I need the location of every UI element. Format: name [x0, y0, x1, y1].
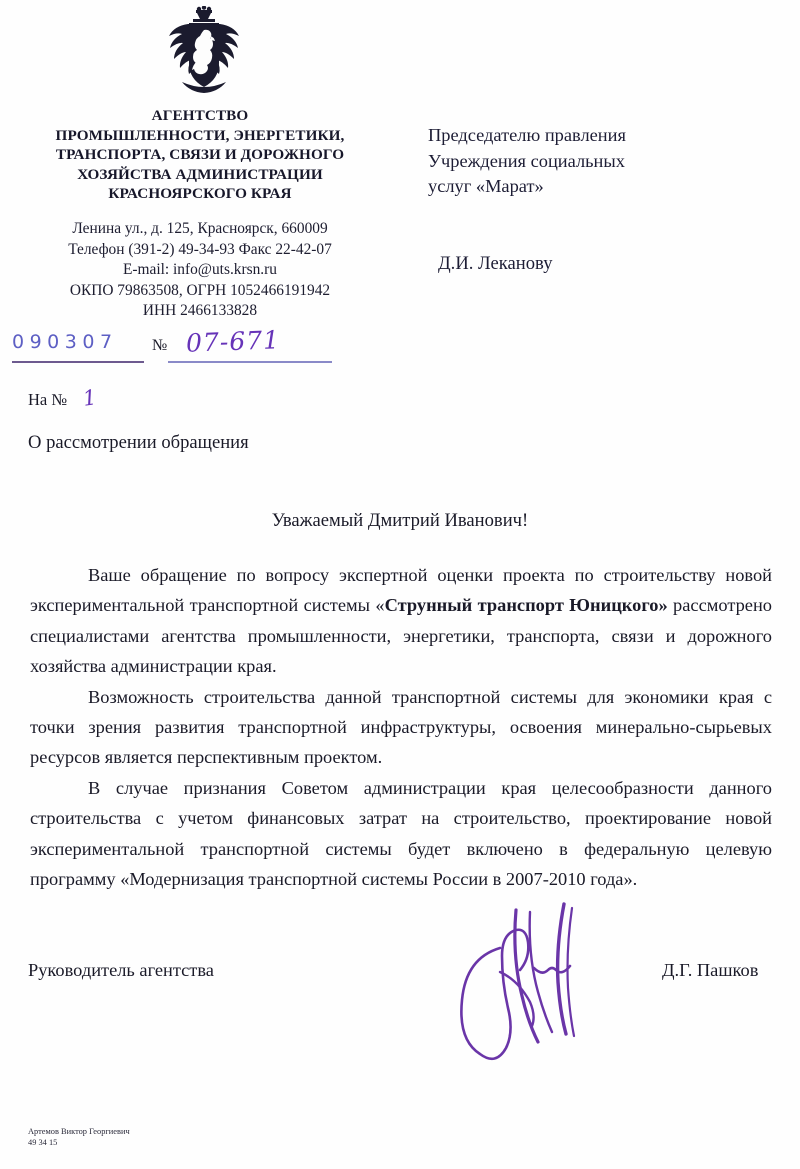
number-rule: [168, 361, 332, 363]
outgoing-date-stamp: 090307: [12, 331, 118, 353]
signer-role: Руководитель агентства: [28, 960, 214, 980]
executor-footer: [28, 1126, 130, 1148]
executor-phone: 49 34 15: [28, 1138, 58, 1147]
subject-line: О рассмотрении обращения: [28, 432, 249, 453]
reference-block: [0, 325, 400, 371]
letter-body: [30, 560, 772, 894]
organization-title-line: КРАСНОЯРСКОГО КРАЯ: [108, 185, 292, 203]
body-text: В случае признания Советом администрации края целесообразности данного строительства с учетом финансовых затрат на строительство, проектирование новой экспериментальной транспортной системы будет включено в федеральную целевую программу «Модернизация транспортной системы России в 2007-2010 года».: [30, 777, 772, 890]
body-paragraph: [30, 560, 772, 682]
body-text: рассмотрено специалистами агентства промышленности, энергетики, транспорта, связи и дорожного хозяйства администрации края.: [30, 595, 772, 677]
organization-title-line: ХОЗЯЙСТВА АДМИНИСТРАЦИИ: [77, 165, 323, 183]
organization-title-line: ПРОМЫШЛЕННОСТИ, ЭНЕРГЕТИКИ,: [55, 126, 345, 144]
addressee-line: Учреждения социальных: [428, 150, 625, 171]
number-label: №: [152, 337, 168, 354]
body-text: Возможность строительства данной транспортной системы для экономики края с точки зрения развития транспортной инфраструктуры, освоения минерально-сырьевых ресурсов является перспективным проектом.: [30, 686, 772, 768]
addressee-line: Председателю правления: [428, 125, 626, 145]
addressee-name: Д.И. Леканову: [438, 253, 553, 274]
coat-of-arms-icon: [152, 6, 256, 98]
addressee-block: [428, 123, 758, 200]
organization-title-line: АГЕНТСТВО: [151, 107, 249, 124]
incoming-reference-value: 1: [81, 385, 99, 411]
incoming-reference-label: На №: [28, 390, 68, 409]
organization-title: [0, 106, 400, 204]
organization-title-line: ТРАНСПОРТА, СВЯЗИ И ДОРОЖНОГО: [55, 146, 345, 164]
contact-okpo-ogrn: ОКПО 79863508, ОГРН 1052466191942: [69, 281, 331, 299]
body-paragraph: [30, 682, 772, 773]
outgoing-number-handwritten: 07-671: [185, 325, 281, 358]
contact-address: Ленина ул., д. 125, Красноярск, 660009: [72, 219, 328, 237]
salutation: Уважаемый Дмитрий Иванович!: [271, 510, 529, 531]
handwritten-signature: [438, 900, 618, 1080]
emphasis-text: Струнный транспорт Юницкого»: [384, 595, 668, 616]
incoming-reference: [28, 385, 99, 411]
organization-contacts: [0, 219, 400, 322]
letterhead: [0, 106, 400, 322]
executor-name: Артемов Виктор Георгиевич: [28, 1127, 130, 1136]
body-paragraph: [30, 773, 772, 895]
signer-name: Д.Г. Пашков: [662, 960, 759, 980]
contact-inn: ИНН 2466133828: [142, 302, 258, 320]
date-rule: [12, 361, 144, 363]
contact-phone-fax: Телефон (391-2) 49-34-93 Факс 22-42-07: [68, 240, 332, 258]
addressee-line: услуг «Марат»: [428, 176, 544, 197]
body-text: Ваше обращение по вопросу экспертной оценки проекта по строительству новой экспериментальной транспортной системы «: [30, 565, 772, 616]
contact-email: E-mail: info@uts.krsn.ru: [123, 261, 277, 279]
